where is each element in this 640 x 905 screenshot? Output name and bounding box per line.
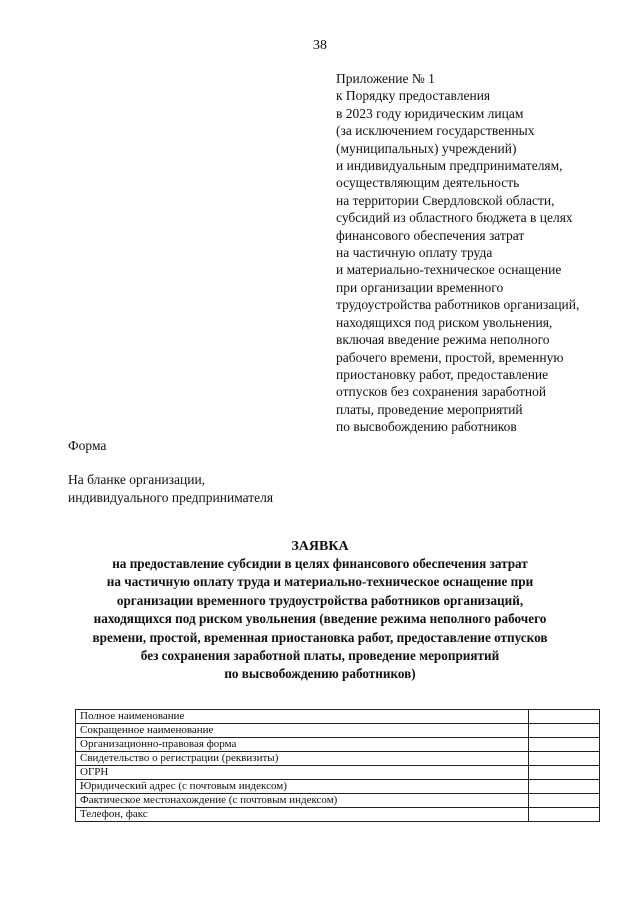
appendix-line: при организации временного [336,279,504,295]
appendix-line: трудоустройства работников организаций, [336,297,580,313]
table-row [76,794,600,808]
appendix-line: в 2023 году юридическим лицам [336,105,524,121]
table-row [76,738,600,752]
table-row [76,710,600,724]
subtitle-line: на частичную оплату труда и материально-техническое оснащение при [106,574,534,590]
table-row [76,724,600,738]
row-value-cell[interactable] [529,766,600,780]
row-label: Свидетельство о регистрации (реквизиты) [76,752,529,766]
row-label: Телефон, факс [76,808,529,822]
appendix-line: приостановку работ, предоставление [336,366,549,382]
row-label: Организационно-правовая форма [76,738,529,752]
appendix-line: платы, проведение мероприятий [336,401,523,417]
appendix-line: отпусков без сохранения заработной [336,384,547,400]
letterhead-line: индивидуального предпринимателя [68,489,274,505]
table-row [76,808,600,822]
table-row [76,766,600,780]
subtitle-line: находящихся под риском увольнения (введение режима неполного рабочего [93,611,547,627]
appendix-line: осуществляющим деятельность [336,175,520,191]
subtitle-line: по высвобождению работников) [224,666,416,682]
table-row [76,780,600,794]
subtitle-line: без сохранения заработной платы, проведение мероприятий [140,648,500,664]
subtitle-line: организации временного трудоустройства работников организаций, [116,592,524,608]
appendix-line: субсидий из областного бюджета в целях [336,210,573,226]
details-table [75,709,600,822]
appendix-line: на частичную оплату труда [336,245,493,261]
row-label: Юридический адрес (с почтовым индексом) [76,780,529,794]
row-value-cell[interactable] [529,724,600,738]
application-subtitle [20,555,620,684]
row-value-cell[interactable] [529,780,600,794]
application-title: ЗАЯВКА [291,539,349,554]
appendix-header [336,70,636,436]
row-label: Фактическое местонахождение (с почтовым индексом) [76,794,529,808]
appendix-line: и материально-техническое оснащение [336,262,562,278]
appendix-line: включая введение режима неполного [336,332,550,348]
row-value-cell[interactable] [529,794,600,808]
appendix-line: находящихся под риском увольнения, [336,314,553,330]
subtitle-line: на предоставление субсидии в целях финансового обеспечения затрат [112,556,528,571]
appendix-line: и индивидуальным предпринимателям, [336,158,563,174]
appendix-line: финансового обеспечения затрат [336,227,525,243]
appendix-line: Приложение № 1 [336,71,435,86]
row-value-cell[interactable] [529,752,600,766]
row-value-cell[interactable] [529,710,600,724]
appendix-line: к Порядку предоставления [336,88,491,104]
subtitle-line: времени, простой, временная приостановка работ, предоставление отпусков [92,629,548,645]
appendix-line: по высвобождению работников [336,419,517,435]
form-label: Форма [68,438,107,453]
row-label: ОГРН [76,766,529,780]
row-label: Сокращенное наименование [76,724,529,738]
letterhead-line: На бланке организации, [68,472,206,487]
table-row [76,752,600,766]
appendix-line: рабочего времени, простой, временную [336,349,564,365]
letterhead-note [68,471,273,506]
row-label: Полное наименование [76,710,529,724]
row-value-cell[interactable] [529,808,600,822]
row-value-cell[interactable] [529,738,600,752]
page-number: 38 [313,38,327,53]
appendix-line: (за исключением государственных [336,123,535,139]
appendix-line: на территории Свердловской области, [336,192,555,208]
appendix-line: (муниципальных) учреждений) [336,140,517,156]
